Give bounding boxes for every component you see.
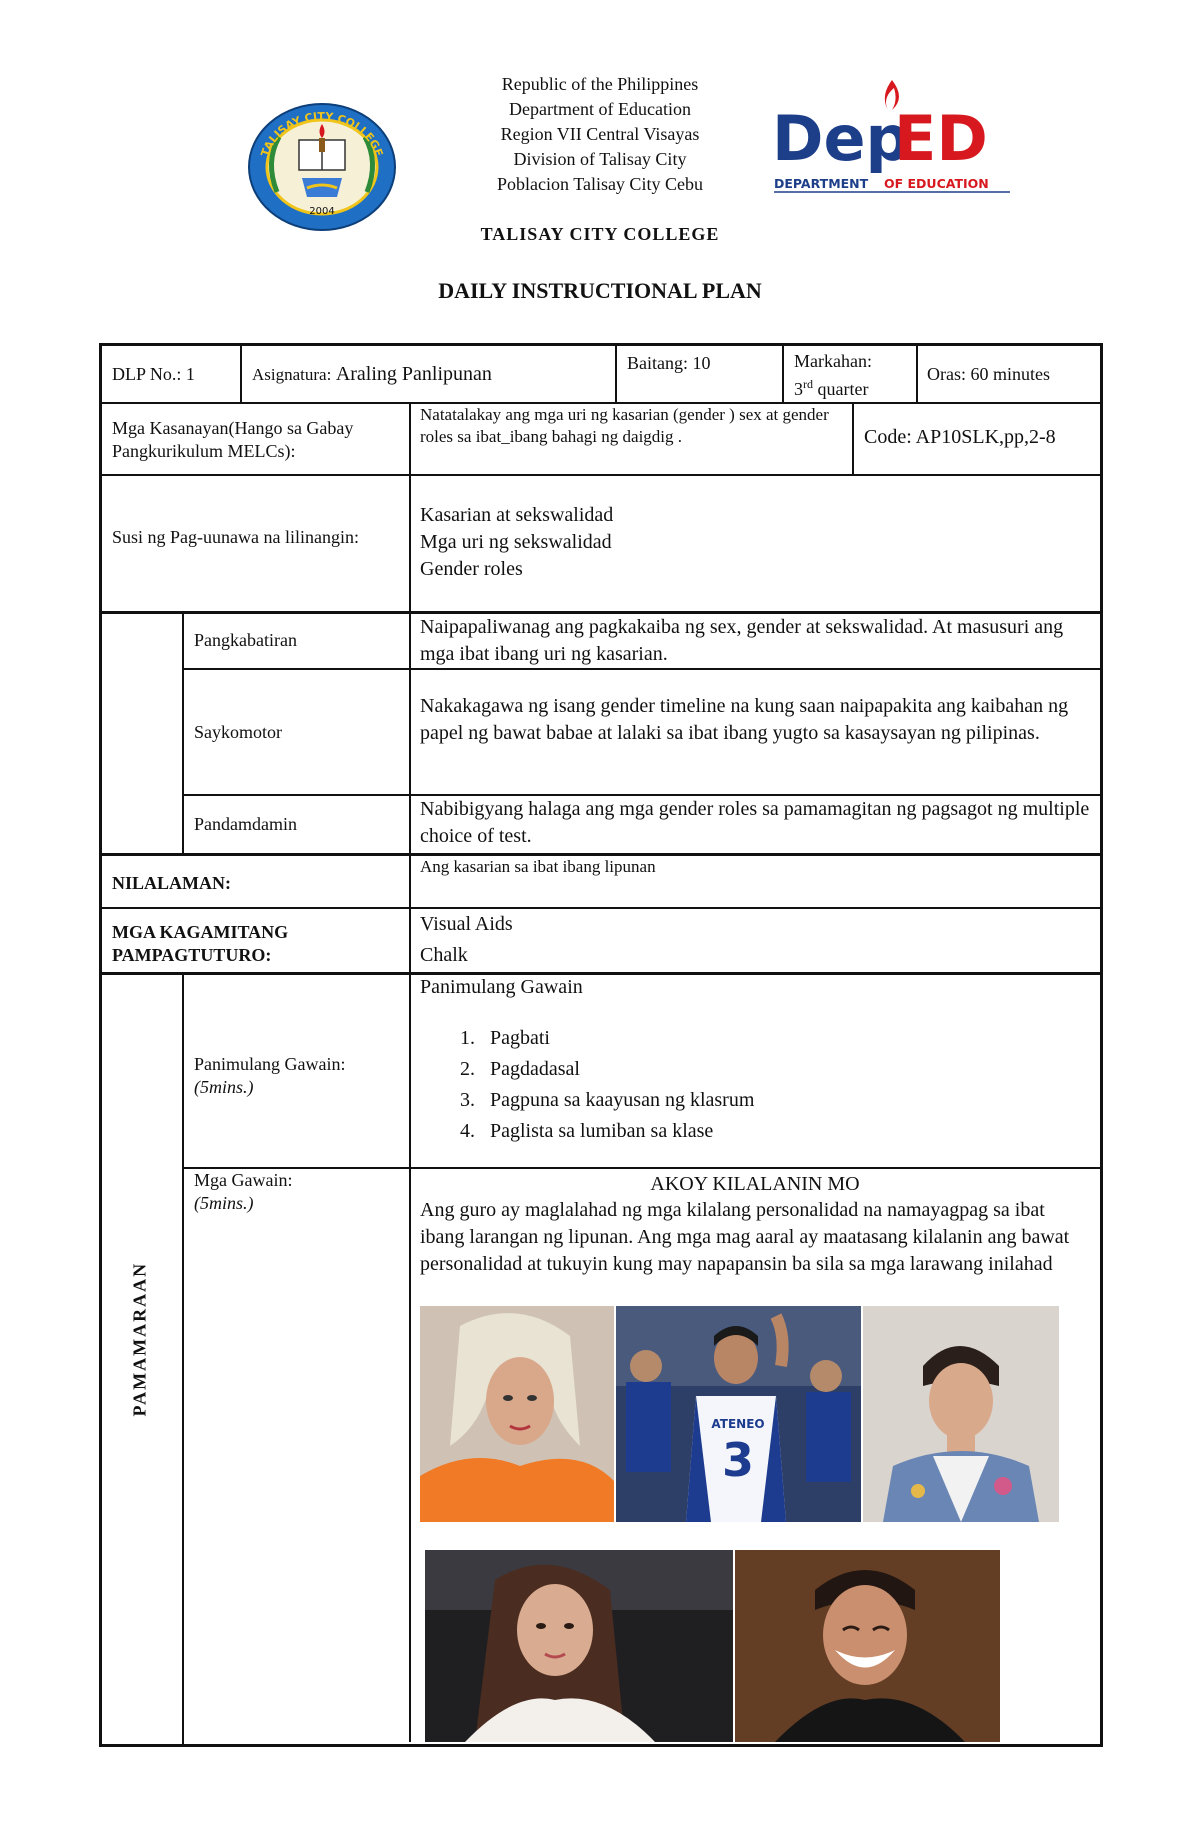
skills-text: Natatalakay ang mga uri ng kasarian (gender ) sex at gender roles sa ibat_ibang bahagi ng daigdig . [420, 405, 829, 446]
intro-steps [420, 1023, 1080, 1147]
subject-field [252, 361, 492, 388]
quarter-label: Markahan: [794, 351, 872, 371]
grade-level: Baitang: 10 [627, 353, 711, 373]
intro-heading: Panimulang Gawain [420, 976, 583, 998]
list-item: 3. Pagpuna sa kaayusan ng klasrum [480, 1085, 1080, 1116]
svg-text:DEPARTMENT: DEPARTMENT [774, 176, 869, 191]
materials-item: Chalk [420, 944, 468, 966]
personality-photo [420, 1306, 614, 1522]
objective-text-cognitive: Naipapaliwanag ang pagkakaiba ng sex, gender at sekswalidad. At masusuri ang mga ibat ibang uri ng kasarian. [420, 616, 1064, 665]
svg-text:2004: 2004 [309, 206, 335, 217]
objective-label-psychomotor: Saykomotor [194, 722, 282, 742]
understanding-label: Susi ng Pag-uunawa na lilinangin: [112, 527, 359, 547]
subject-value: Araling Panlipunan [335, 363, 492, 385]
list-item: 2. Pagdadasal [480, 1054, 1080, 1085]
intro-time: (5mins.) [194, 1077, 254, 1097]
activity-title: AKOY KILALANIN MO [650, 1173, 860, 1195]
objective-text-psychomotor: Nakakagawa ng isang gender timeline na kung saan naipapakita ang kaibahan ng papel ng bawat babae at lalaki sa ibat ibang yugto sa kasaysayan ng pilipinas. [420, 695, 1069, 744]
content-label: NILALAMAN: [112, 873, 231, 893]
plan-title: DAILY INSTRUCTIONAL PLAN [438, 278, 762, 303]
personality-photo [863, 1306, 1059, 1522]
personality-photo [425, 1550, 733, 1742]
svg-text:TALISAY CITY COLLEGE: TALISAY CITY COLLEGE [258, 109, 386, 159]
svg-text:3: 3 [721, 1433, 755, 1487]
svg-text:ED: ED [894, 102, 988, 175]
skills-label: Mga Kasanayan(Hango sa Gabay Pangkurikulum MELCs): [112, 418, 354, 461]
address-block [400, 72, 800, 197]
personality-photo [616, 1306, 861, 1522]
deped-logo [770, 72, 1020, 202]
svg-text:ATENEO: ATENEO [711, 1417, 765, 1431]
intro-label: Panimulang Gawain: [194, 1054, 346, 1074]
address-line: Republic of the Philippines [501, 74, 699, 94]
procedure-side-label: PAMAMARAAN [129, 1261, 150, 1417]
understanding-item: Gender roles [420, 558, 523, 580]
talisay-city-college-seal [247, 102, 397, 232]
svg-text:OF EDUCATION: OF EDUCATION [884, 176, 989, 191]
list-item: 1. Pagbati [480, 1023, 1080, 1054]
objective-label-cognitive: Pangkabatiran [194, 630, 297, 650]
address-line: Department of Education [509, 99, 691, 119]
activity-label: Mga Gawain: [194, 1170, 293, 1190]
skills-code: Code: AP10SLK,pp,2-8 [864, 426, 1056, 448]
materials-label: MGA KAGAMITANG PAMPAGTUTURO: [112, 922, 289, 965]
address-line: Division of Talisay City [513, 149, 687, 169]
address-line: Region VII Central Visayas [500, 124, 700, 144]
svg-text:Dep: Dep [772, 102, 910, 175]
objective-text-affective: Nabibigyang halaga ang mga gender roles sa pamamagitan ng pagsagot ng multiple choice of test. [420, 798, 1090, 847]
quarter-field [794, 350, 872, 401]
personality-photo [735, 1550, 1000, 1742]
content-text: Ang kasarian sa ibat ibang lipunan [420, 857, 656, 876]
address-line: Poblacion Talisay City Cebu [497, 174, 703, 194]
activity-text: Ang guro ay maglalahad ng mga kilalang personalidad na namayagpag sa ibat ibang larangan ng lipunan. Ang mga mag aaral ay maatasang kilalanin ang bawat personalidad at tukuyin kung may napapansin ba sila sa mga larawang inilahad [420, 1199, 1070, 1275]
understanding-item: Kasarian at sekswalidad [420, 504, 614, 526]
intro-label-block [194, 1053, 404, 1099]
lesson-plan-table [99, 343, 1103, 1747]
activity-label-block [194, 1169, 404, 1215]
understanding-list [420, 502, 1080, 583]
quarter-value: 3rd quarter [794, 377, 869, 399]
list-item: 4. Paglista sa lumiban sa klase [480, 1116, 1080, 1147]
school-name: TALISAY CITY COLLEGE [480, 224, 720, 244]
dlp-number: DLP No.: 1 [112, 364, 195, 384]
materials-list [420, 909, 513, 971]
subject-label: Asignatura: [252, 365, 332, 384]
understanding-item: Mga uri ng sekswalidad [420, 531, 612, 553]
activity-time: (5mins.) [194, 1193, 254, 1213]
time-allotment: Oras: 60 minutes [927, 364, 1050, 384]
objective-label-affective: Pandamdamin [194, 814, 297, 834]
materials-item: Visual Aids [420, 913, 513, 935]
